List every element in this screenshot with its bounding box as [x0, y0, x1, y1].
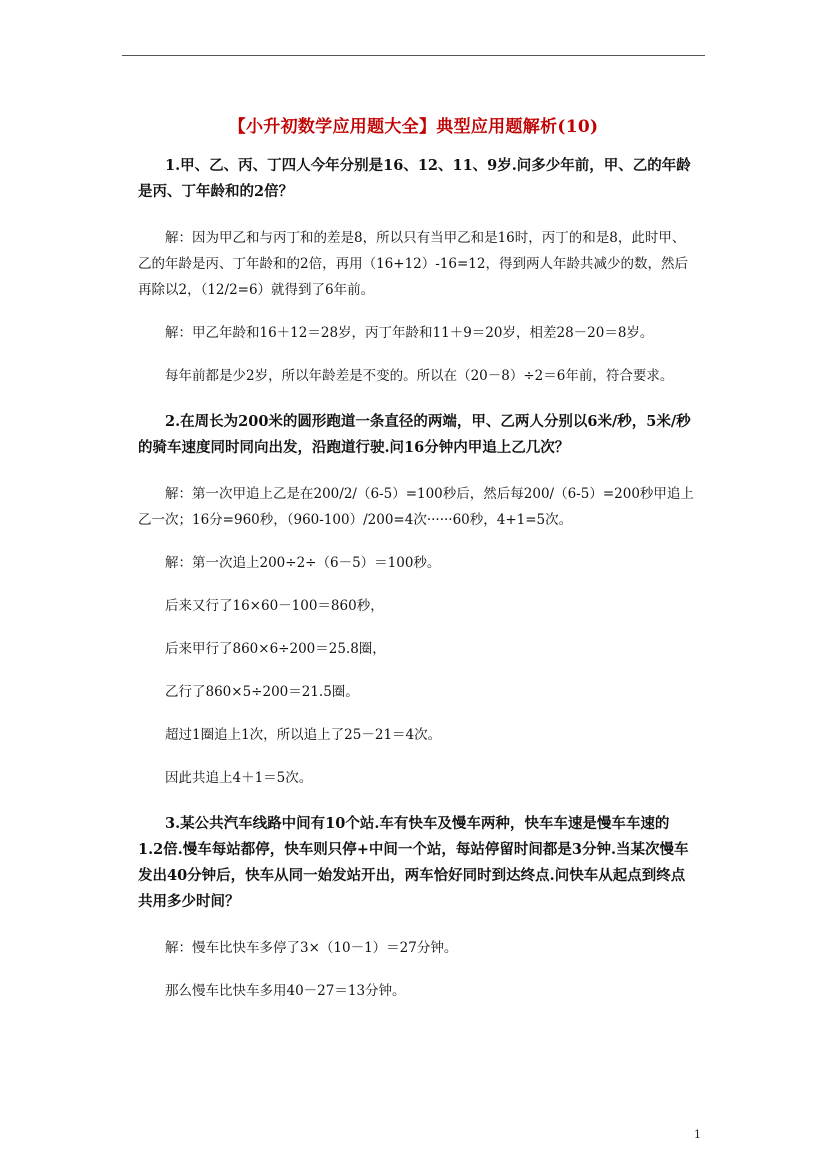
answer-paragraph: 解：慢车比快车多停了3×（10－1）＝27分钟。: [165, 940, 458, 956]
answer-paragraph: 超过1圈追上1次，所以追上了25－21＝4次。: [165, 727, 442, 743]
question-1: 1.甲、乙、丙、丁四人今年分别是16、12、11、9岁.问多少年前，甲、乙的年龄是丙、丁年龄和的2倍？: [138, 157, 691, 200]
answer-paragraph: 乙行了860×5÷200＝21.5圈。: [165, 684, 359, 700]
answer-paragraph: 因此共追上4＋1＝5次。: [165, 770, 313, 786]
page-title: 【小升初数学应用题大全】典型应用题解析(10): [228, 117, 599, 137]
page-number: 1: [694, 1128, 701, 1141]
answer-paragraph: 解：甲乙年龄和16＋12＝28岁，丙丁年龄和11＋9＝20岁，相差28－20＝8岁。: [165, 325, 654, 341]
answer-paragraph: 解：第一次甲追上乙是在200/2/（6-5）=100秒后，然后每200/（6-5）=200秒甲追上乙一次；16分=960秒，（960-100）/200=4次······60秒，4+1=5次。: [138, 486, 694, 528]
question-3: 3.某公共汽车线路中间有10个站.车有快车及慢车两种，快车车速是慢车车速的1.2倍.慢车每站都停，快车则只停+中间一个站，每站停留时间都是3分钟.当某次慢车发出40分钟后，快车从同一始发站开出，两车恰好同时到达终点.问快车从起点到终点共用多少时间？: [138, 815, 689, 910]
answer-paragraph: 解：因为甲乙和与丙丁和的差是8，所以只有当甲乙和是16时，丙丁的和是8，此时甲、乙的年龄是丙、丁年龄和的2倍，再用（16+12）-16=12，得到两人年龄共减少的数，然后再除以2，（12/2=6）就得到了6年前。: [138, 230, 688, 298]
answer-paragraph: 那么慢车比快车多用40－27＝13分钟。: [165, 983, 406, 999]
answer-paragraph: 后来甲行了860×6÷200＝25.8圈，: [165, 641, 386, 657]
document-body: [138, 153, 694, 1021]
answer-paragraph: 每年前都是少2岁，所以年龄差是不变的。所以在（20－8）÷2＝6年前，符合要求。: [165, 368, 674, 384]
answer-paragraph: 解：第一次追上200÷2÷（6－5）＝100秒。: [165, 555, 441, 571]
header-rule: [122, 55, 705, 56]
question-2: 2.在周长为200米的圆形跑道一条直径的两端，甲、乙两人分别以6米/秒，5米/秒的骑车速度同时同向出发，沿跑道行驶.问16分钟内甲追上乙几次？: [138, 413, 691, 456]
answer-paragraph: 后来又行了16×60－100＝860秒，: [165, 598, 384, 614]
